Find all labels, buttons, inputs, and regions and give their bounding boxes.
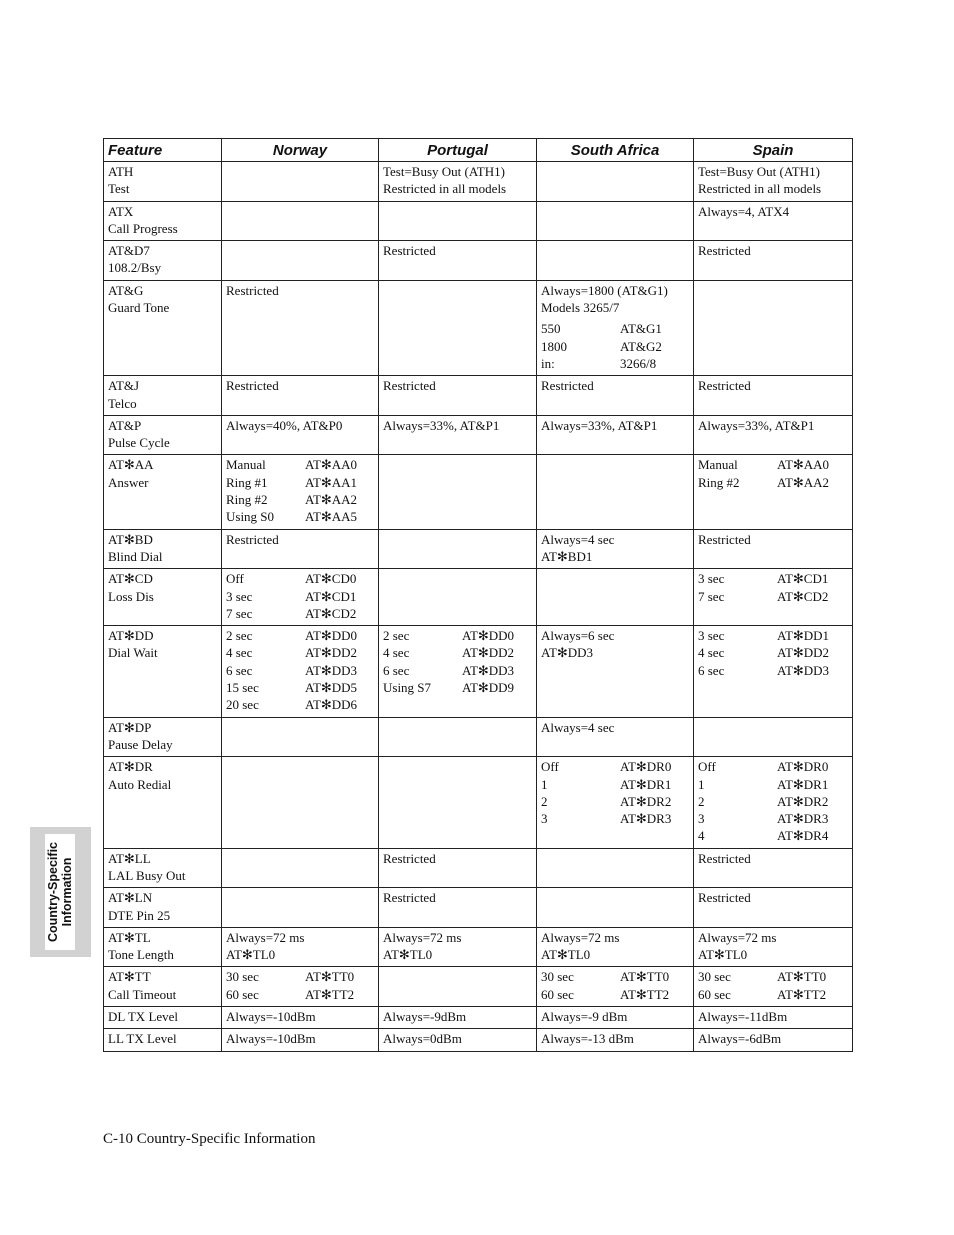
cell-line: Restricted [383, 890, 436, 906]
cell-line: Restricted in all models [383, 181, 507, 197]
feature-description: Test [108, 181, 130, 197]
feature-command: AT&J [108, 378, 140, 394]
feature-command: AT✻TT [108, 969, 151, 985]
cell-norway [222, 569, 379, 626]
setting-option: Ring #2 [698, 474, 740, 490]
cell-portugal [379, 927, 537, 967]
feature-cell [104, 280, 222, 375]
setting-command: AT✻DD5 [305, 680, 358, 696]
cell-south-africa [537, 529, 694, 569]
cell-spain [694, 626, 853, 717]
feature-description: 108.2/Bsy [108, 260, 162, 276]
cell-south-africa [537, 569, 694, 626]
table-row [104, 201, 853, 241]
cell-line: Always=-13 dBm [541, 1031, 634, 1047]
setting-command: AT✻DD2 [305, 645, 358, 661]
setting-table [226, 968, 374, 1003]
cell-spain [694, 415, 853, 455]
cell-line: AT✻BD1 [541, 548, 593, 564]
setting-option: Using S7 [383, 680, 432, 696]
cell-south-africa [537, 888, 694, 928]
feature-description: Dial Wait [108, 645, 158, 661]
cell-line: Always=72 ms [698, 929, 777, 945]
cell-line: Restricted [226, 531, 279, 547]
cell-south-africa [537, 1029, 694, 1051]
setting-command: AT✻DD2 [777, 645, 830, 661]
feature-cell [104, 241, 222, 281]
cell-portugal [379, 569, 537, 626]
setting-command: AT✻CD2 [777, 588, 829, 604]
cell-spain [694, 848, 853, 888]
table-row [104, 757, 853, 848]
feature-command: AT✻CD [108, 571, 153, 587]
setting-table [698, 758, 848, 844]
setting-command: AT✻CD1 [305, 588, 357, 604]
table-row [104, 455, 853, 529]
cell-portugal [379, 1007, 537, 1029]
feature-description: DTE Pin 25 [108, 907, 171, 923]
setting-command: AT✻DR2 [620, 793, 672, 809]
table-row [104, 1007, 853, 1029]
feature-description: Loss Dis [108, 588, 154, 604]
feature-command: ATH [108, 164, 134, 179]
setting-command: AT✻DD3 [462, 662, 515, 678]
setting-command: AT✻CD1 [777, 571, 829, 587]
feature-cell [104, 848, 222, 888]
feature-command: AT✻BD [108, 531, 153, 547]
feature-command: AT&P [108, 417, 142, 433]
cell-portugal [379, 241, 537, 281]
feature-description: Guard Tone [108, 300, 170, 316]
table-row [104, 717, 853, 757]
setting-table [541, 968, 689, 1003]
setting-option: Using S0 [226, 509, 275, 525]
table-row [104, 376, 853, 416]
cell-spain [694, 455, 853, 529]
cell-spain [694, 927, 853, 967]
cell-norway [222, 717, 379, 757]
cell-line: Always=4, ATX4 [698, 203, 790, 219]
table-body [104, 162, 853, 1052]
cell-line: Restricted [698, 378, 751, 394]
cell-south-africa [537, 415, 694, 455]
feature-command: AT✻AA [108, 457, 154, 473]
table-row [104, 162, 853, 202]
cell-spain [694, 888, 853, 928]
cell-portugal [379, 1029, 537, 1051]
setting-option: 550 [541, 321, 561, 337]
cell-line: Restricted [226, 282, 279, 298]
cell-portugal [379, 967, 537, 1007]
table-row [104, 1029, 853, 1051]
setting-option: 15 sec [226, 680, 259, 696]
cell-portugal [379, 415, 537, 455]
feature-command: AT&G [108, 282, 144, 298]
cell-portugal [379, 717, 537, 757]
cell-spain [694, 1029, 853, 1051]
feature-cell [104, 569, 222, 626]
cell-norway [222, 1029, 379, 1051]
setting-command: AT✻CD0 [305, 571, 357, 587]
feature-cell [104, 415, 222, 455]
header-norway: Norway [222, 139, 379, 162]
setting-command: AT✻AA0 [777, 457, 830, 473]
setting-option: 4 [698, 828, 705, 844]
cell-spain [694, 757, 853, 848]
setting-option: Ring #1 [226, 474, 268, 490]
setting-option: 4 sec [226, 645, 253, 661]
feature-description: Auto Redial [108, 776, 172, 792]
feature-cell [104, 717, 222, 757]
feature-description: Pulse Cycle [108, 435, 170, 451]
setting-option: 2 sec [383, 628, 410, 644]
setting-table [541, 320, 689, 372]
cell-line: Always=-9dBm [383, 1009, 467, 1025]
cell-norway [222, 280, 379, 375]
setting-option: 30 sec [226, 969, 259, 985]
setting-option: 20 sec [226, 697, 259, 713]
cell-spain [694, 1007, 853, 1029]
cell-spain [694, 569, 853, 626]
setting-command: AT✻DR0 [777, 759, 829, 775]
setting-command: AT✻AA2 [305, 492, 358, 508]
cell-spain [694, 201, 853, 241]
cell-line: Test=Busy Out (ATH1) [383, 164, 505, 179]
setting-option: in: [541, 355, 555, 371]
cell-line: AT✻TL0 [226, 947, 276, 963]
table-row [104, 415, 853, 455]
setting-command: AT✻DD3 [305, 662, 358, 678]
table-row [104, 241, 853, 281]
setting-option: 2 [698, 793, 705, 809]
table-header-row [104, 139, 853, 162]
country-spec-table [103, 138, 853, 1052]
cell-spain [694, 967, 853, 1007]
setting-command: AT✻TT0 [305, 969, 355, 985]
cell-spain [694, 717, 853, 757]
setting-command: AT✻DD6 [305, 697, 358, 713]
feature-description: LAL Busy Out [108, 867, 186, 883]
cell-line: AT✻DD3 [541, 645, 594, 661]
feature-command: ATX [108, 203, 134, 219]
cell-portugal [379, 280, 537, 375]
feature-cell [104, 529, 222, 569]
cell-south-africa [537, 848, 694, 888]
cell-line: Restricted [698, 850, 751, 866]
cell-line: Always=72 ms [383, 929, 462, 945]
feature-command: LL TX Level [108, 1031, 177, 1047]
setting-command: AT✻TT2 [620, 986, 670, 1002]
setting-command: AT✻DD9 [462, 680, 515, 696]
setting-option: 7 sec [698, 588, 725, 604]
feature-description: Blind Dial [108, 548, 163, 564]
cell-line: Always=4 sec [541, 531, 615, 547]
setting-option: 2 [541, 793, 548, 809]
setting-option: 60 sec [226, 986, 259, 1002]
setting-option: 7 sec [226, 605, 253, 621]
cell-norway [222, 162, 379, 202]
setting-option: 6 sec [698, 662, 725, 678]
setting-command: AT✻AA5 [305, 509, 358, 525]
setting-option: 3 sec [698, 628, 725, 644]
cell-norway [222, 415, 379, 455]
cell-south-africa [537, 967, 694, 1007]
cell-line: Always=-10dBm [226, 1031, 316, 1047]
feature-command: AT✻LN [108, 890, 153, 906]
cell-line: Test=Busy Out (ATH1) [698, 164, 820, 179]
setting-option: 6 sec [383, 662, 410, 678]
setting-command: AT✻DR3 [777, 811, 829, 827]
table-row [104, 529, 853, 569]
cell-line: Always=-6dBm [698, 1031, 782, 1047]
setting-option: Off [541, 759, 559, 775]
setting-option: 2 sec [226, 628, 253, 644]
feature-command: AT✻LL [108, 850, 151, 866]
setting-command: AT✻DD3 [777, 662, 830, 678]
feature-cell [104, 626, 222, 717]
cell-norway [222, 529, 379, 569]
table-row [104, 888, 853, 928]
cell-line: Always=33%, AT&P1 [541, 417, 658, 433]
cell-spain [694, 529, 853, 569]
cell-line: AT✻TL0 [698, 947, 748, 963]
setting-table [383, 627, 532, 696]
cell-spain [694, 280, 853, 375]
feature-command: AT✻DD [108, 628, 154, 644]
setting-command: AT✻DR2 [777, 793, 829, 809]
cell-line: Restricted [698, 243, 751, 259]
feature-command: AT✻DP [108, 719, 152, 735]
feature-cell [104, 757, 222, 848]
setting-option: Off [226, 571, 244, 587]
setting-command: AT✻TT2 [305, 986, 355, 1002]
cell-line: Always=4 sec [541, 719, 615, 735]
cell-line: Restricted [541, 378, 594, 394]
cell-spain [694, 162, 853, 202]
cell-line: Restricted [383, 378, 436, 394]
setting-option: Manual [698, 457, 738, 473]
cell-norway [222, 376, 379, 416]
feature-command: AT&D7 [108, 243, 150, 259]
table-row [104, 848, 853, 888]
setting-option: 1 [698, 776, 705, 792]
cell-portugal [379, 162, 537, 202]
feature-cell [104, 376, 222, 416]
cell-line: Always=72 ms [226, 929, 305, 945]
feature-cell [104, 1029, 222, 1051]
setting-option: 1800 [541, 338, 567, 354]
cell-line: Always=40%, AT&P0 [226, 417, 343, 433]
cell-line: Always=-10dBm [226, 1009, 316, 1025]
cell-norway [222, 1007, 379, 1029]
setting-table [698, 968, 848, 1003]
header-south-africa: South Africa [537, 139, 694, 162]
setting-option: 4 sec [383, 645, 410, 661]
setting-option: 3 sec [698, 571, 725, 587]
cell-line: Restricted [383, 243, 436, 259]
setting-command: AT✻TT2 [777, 986, 827, 1002]
cell-south-africa [537, 241, 694, 281]
cell-south-africa [537, 376, 694, 416]
cell-portugal [379, 888, 537, 928]
cell-line: Always=33%, AT&P1 [698, 417, 815, 433]
cell-line: Models 3265/7 [541, 300, 620, 316]
page-footer: C-10 Country-Specific Information [103, 1131, 316, 1147]
cell-south-africa [537, 201, 694, 241]
cell-south-africa [537, 626, 694, 717]
feature-command: AT✻DR [108, 759, 153, 775]
cell-south-africa [537, 455, 694, 529]
feature-description: Call Timeout [108, 986, 177, 1002]
setting-option: 30 sec [541, 969, 574, 985]
cell-portugal [379, 626, 537, 717]
feature-cell [104, 455, 222, 529]
cell-norway [222, 626, 379, 717]
cell-line: AT✻TL0 [383, 947, 433, 963]
setting-command: AT&G1 [620, 321, 662, 337]
cell-line: Restricted [383, 850, 436, 866]
setting-command: AT✻DD0 [305, 628, 358, 644]
setting-command: AT✻CD2 [305, 605, 357, 621]
header-spain: Spain [694, 139, 853, 162]
cell-south-africa [537, 717, 694, 757]
cell-line: Always=72 ms [541, 929, 620, 945]
feature-cell [104, 1007, 222, 1029]
cell-spain [694, 376, 853, 416]
cell-line: Always=0dBm [383, 1031, 462, 1047]
cell-line: Always=1800 (AT&G1) [541, 282, 668, 298]
header-feature: Feature [104, 139, 222, 162]
feature-command: DL TX Level [108, 1009, 179, 1025]
feature-description: Answer [108, 474, 149, 490]
cell-norway [222, 241, 379, 281]
feature-description: Telco [108, 395, 137, 411]
cell-line: Restricted in all models [698, 181, 822, 197]
setting-option: 60 sec [541, 986, 574, 1002]
setting-command: AT✻AA2 [777, 474, 830, 490]
feature-cell [104, 888, 222, 928]
setting-table [698, 627, 848, 679]
cell-line: Always=6 sec [541, 628, 615, 644]
table-row [104, 626, 853, 717]
side-tab-label-box [45, 834, 75, 950]
cell-line: Always=-11dBm [698, 1009, 788, 1025]
cell-spain [694, 241, 853, 281]
cell-line: Restricted [226, 378, 279, 394]
cell-south-africa [537, 927, 694, 967]
setting-command: AT✻DR3 [620, 811, 672, 827]
cell-norway [222, 757, 379, 848]
cell-portugal [379, 455, 537, 529]
setting-option: Manual [226, 457, 266, 473]
feature-description: Tone Length [108, 947, 174, 963]
table-row [104, 927, 853, 967]
setting-command: AT✻TT0 [777, 969, 827, 985]
cell-norway [222, 201, 379, 241]
cell-portugal [379, 376, 537, 416]
table-row [104, 280, 853, 375]
setting-option: Off [698, 759, 716, 775]
setting-command: AT✻DD0 [462, 628, 515, 644]
side-tab [30, 827, 91, 957]
cell-portugal [379, 848, 537, 888]
cell-norway [222, 888, 379, 928]
setting-command: AT✻TT0 [620, 969, 670, 985]
setting-command: AT✻AA1 [305, 474, 358, 490]
table-row [104, 967, 853, 1007]
cell-norway [222, 848, 379, 888]
side-tab-line-1: Country-Specific [46, 842, 60, 943]
feature-cell [104, 201, 222, 241]
setting-table [226, 456, 374, 525]
cell-portugal [379, 757, 537, 848]
setting-command: AT✻AA0 [305, 457, 358, 473]
setting-option: 4 sec [698, 645, 725, 661]
setting-option: 3 [541, 811, 548, 827]
cell-line: Restricted [698, 531, 751, 547]
cell-south-africa [537, 757, 694, 848]
cell-line: AT✻TL0 [541, 947, 591, 963]
setting-command: AT&G2 [620, 338, 662, 354]
setting-option: Ring #2 [226, 492, 268, 508]
side-tab-line-2: Information [60, 857, 74, 927]
setting-command: AT✻DD2 [462, 645, 515, 661]
setting-table [541, 758, 689, 827]
setting-command: AT✻DD1 [777, 628, 830, 644]
setting-table [698, 456, 848, 491]
setting-option: 30 sec [698, 969, 731, 985]
setting-option: 1 [541, 776, 548, 792]
feature-description: Call Progress [108, 220, 178, 236]
feature-cell [104, 927, 222, 967]
feature-cell [104, 162, 222, 202]
cell-south-africa [537, 162, 694, 202]
cell-norway [222, 967, 379, 1007]
setting-command: AT✻DR1 [777, 776, 829, 792]
table-row [104, 569, 853, 626]
header-portugal: Portugal [379, 139, 537, 162]
setting-table [226, 627, 374, 713]
cell-south-africa [537, 1007, 694, 1029]
setting-command: 3266/8 [620, 355, 657, 371]
cell-portugal [379, 529, 537, 569]
feature-cell [104, 967, 222, 1007]
setting-option: 6 sec [226, 662, 253, 678]
cell-portugal [379, 201, 537, 241]
setting-option: 3 [698, 811, 705, 827]
cell-south-africa [537, 280, 694, 375]
setting-option: 60 sec [698, 986, 731, 1002]
cell-line: Always=-9 dBm [541, 1009, 628, 1025]
cell-norway [222, 927, 379, 967]
cell-line: Restricted [698, 890, 751, 906]
cell-line: Always=33%, AT&P1 [383, 417, 500, 433]
setting-table [698, 570, 848, 605]
feature-command: AT✻TL [108, 929, 151, 945]
setting-command: AT✻DR1 [620, 776, 672, 792]
setting-command: AT✻DR4 [777, 828, 829, 844]
setting-command: AT✻DR0 [620, 759, 672, 775]
side-tab-label [46, 832, 74, 952]
setting-option: 3 sec [226, 588, 253, 604]
feature-description: Pause Delay [108, 736, 173, 752]
setting-table [226, 570, 374, 622]
cell-norway [222, 455, 379, 529]
